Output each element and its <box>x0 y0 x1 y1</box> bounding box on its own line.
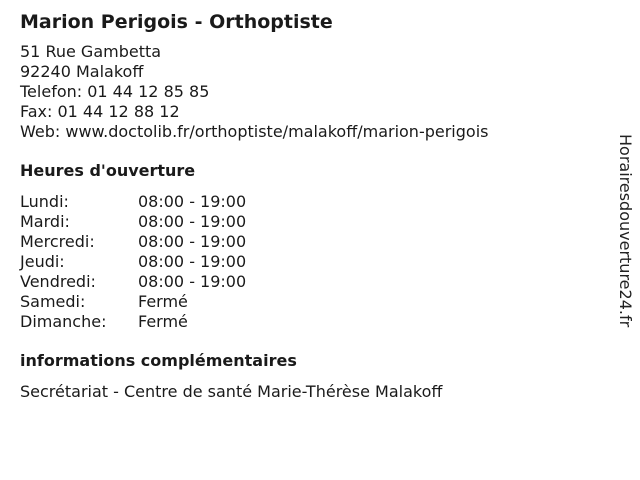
brand-watermark: Horairesdouverture24.fr <box>616 134 635 328</box>
hours-row-sunday <box>20 312 600 332</box>
time-value: 08:00 - 19:00 <box>138 192 247 211</box>
fax-number: Fax: 01 44 12 88 12 <box>20 102 180 121</box>
hours-row-monday <box>20 192 600 212</box>
hours-row-friday <box>20 272 600 292</box>
address-street: 51 Rue Gambetta <box>20 42 162 61</box>
hours-row-thursday <box>20 252 600 272</box>
hours-row-saturday <box>20 292 600 312</box>
time-value: 08:00 - 19:00 <box>138 272 247 291</box>
day-label: Jeudi: <box>20 252 65 271</box>
additional-info-heading: informations complémentaires <box>20 351 297 370</box>
address-city: 92240 Malakoff <box>20 62 144 81</box>
time-value: Fermé <box>138 292 188 311</box>
phone-number[interactable]: Telefon: 01 44 12 85 85 <box>20 82 210 101</box>
day-label: Mardi: <box>20 212 70 231</box>
opening-hours-list <box>20 192 600 332</box>
time-value: 08:00 - 19:00 <box>138 232 247 251</box>
opening-hours-heading: Heures d'ouverture <box>20 161 196 180</box>
hours-row-wednesday <box>20 232 600 252</box>
hours-row-tuesday <box>20 212 600 232</box>
additional-info-text: Secrétariat - Centre de santé Marie-Thérèse Malakoff <box>20 382 443 401</box>
time-value: 08:00 - 19:00 <box>138 212 247 231</box>
website-link[interactable]: Web: www.doctolib.fr/orthoptiste/malakoff/marion-perigois <box>20 122 489 141</box>
page-title: Marion Perigois - Orthoptiste <box>20 11 333 33</box>
business-card <box>20 10 600 402</box>
day-label: Mercredi: <box>20 232 95 251</box>
time-value: 08:00 - 19:00 <box>138 252 247 271</box>
day-label: Lundi: <box>20 192 69 211</box>
day-label: Samedi: <box>20 292 86 311</box>
day-label: Dimanche: <box>20 312 107 331</box>
day-label: Vendredi: <box>20 272 96 291</box>
time-value: Fermé <box>138 312 188 331</box>
